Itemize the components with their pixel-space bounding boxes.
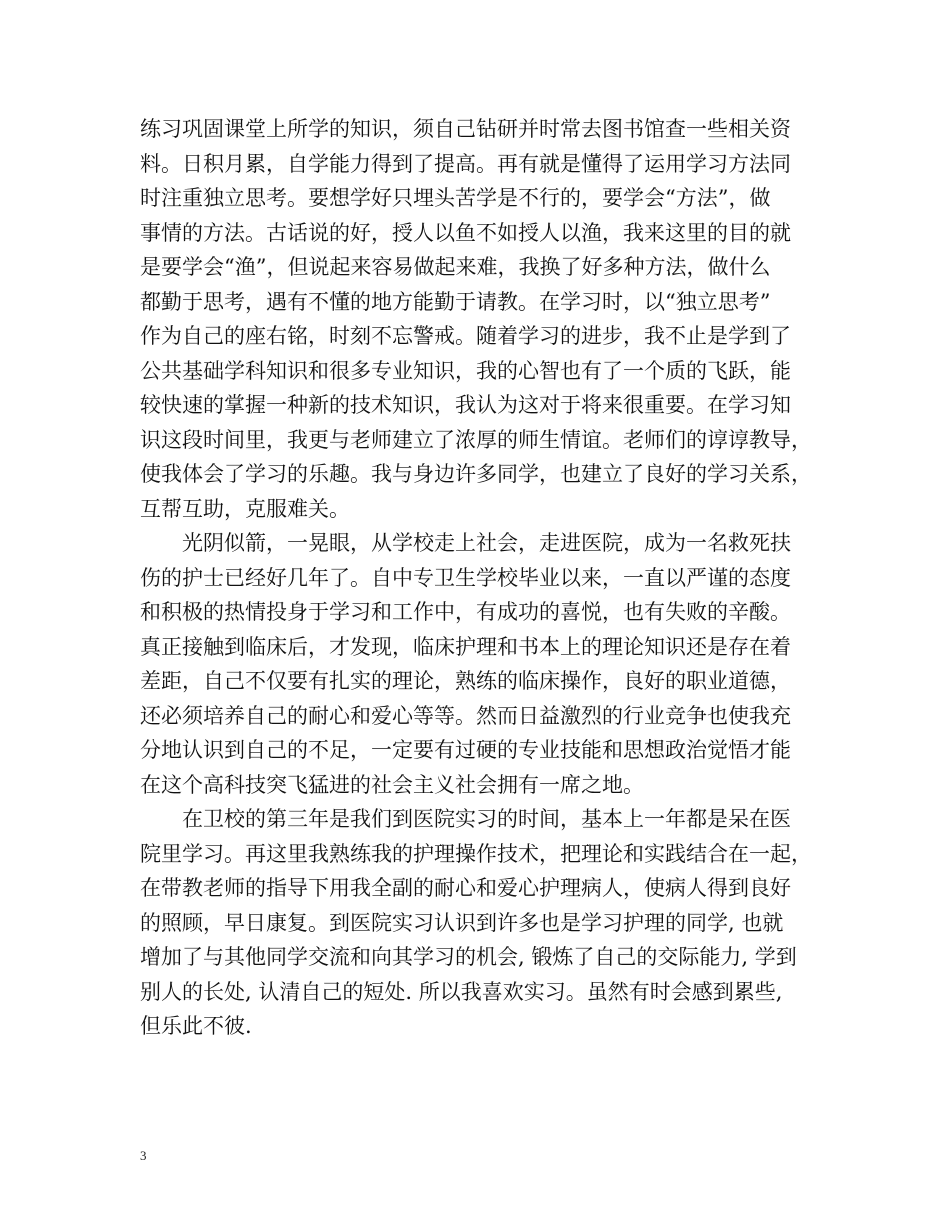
text-line: 使我体会了学习的乐趣。我与身边许多同学，也建立了良好的学习关系，: [140, 462, 812, 486]
text-line: 分地认识到自己的不足，一定要有过硬的专业技能和思想政治觉悟才能: [140, 738, 791, 762]
text-line: 的照顾，早日康复。到医院实习认识到许多也是学习护理的同学, 也就: [140, 910, 784, 935]
body-text: [140, 112, 820, 1044]
text-line: 和积极的热情投身于学习和工作中，有成功的喜悦，也有失败的辛酸。: [140, 600, 791, 624]
text-line: 在卫校的第三年是我们到医院实习的时间，基本上一年都是呆在医: [140, 807, 791, 831]
text-line: 但乐此不彼.: [140, 1014, 252, 1038]
text-line: 伤的护士已经好几年了。自中专卫生学校毕业以来，一直以严谨的态度: [140, 565, 791, 590]
page-number: 3: [140, 1148, 147, 1163]
text-line: 差距，自己不仅要有扎实的理论，熟练的临床操作，良好的职业道德，: [140, 669, 791, 693]
text-line: 练习巩固课堂上所学的知识，须自己钻研并时常去图书馆查一些相关资: [140, 117, 791, 141]
text-line: 光阴似箭，一晃眼，从学校走上社会，走进医院，成为一名救死扶: [140, 531, 791, 555]
text-line: 作为自己的座右铭，时刻不忘警戒。随着学习的进步，我不止是学到了: [140, 324, 791, 348]
text-line: 公共基础学科知识和很多专业知识，我的心智也有了一个质的飞跃，能: [140, 358, 791, 383]
text-line: 在这个高科技突飞猛进的社会主义社会拥有一席之地。: [140, 772, 644, 797]
text-line: 还必须培养自己的耐心和爱心等等。然而日益激烈的行业竞争也使我充: [140, 703, 791, 728]
text-line: 时注重独立思考。要想学好只埋头苦学是不行的，要学会“方法”，做: [140, 186, 771, 210]
text-line: 真正接触到临床后，才发现，临床护理和书本上的理论知识还是存在着: [140, 634, 791, 659]
text-line: 在带教老师的指导下用我全副的耐心和爱心护理病人，使病人得到良好: [140, 876, 791, 900]
text-line: 别人的长处, 认清自己的短处. 所以我喜欢实习。虽然有时会感到累些,: [140, 979, 783, 1004]
text-line: 都勤于思考，遇有不懂的地方能勤于请教。在学习时，以“独立思考”: [140, 289, 771, 314]
text-line: 互帮互助，克服难关。: [140, 496, 350, 521]
text-line: 识这段时间里，我更与老师建立了浓厚的师生情谊。老师们的谆谆教导，: [140, 427, 812, 452]
text-line: 较快速的掌握一种新的技术知识，我认为这对于将来很重要。在学习知: [140, 393, 791, 417]
text-line: 增加了与其他同学交流和向其学习的机会, 锻炼了自己的交际能力, 学到: [140, 945, 797, 969]
text-line: 事情的方法。古话说的好，授人以鱼不如授人以渔，我来这里的目的就: [140, 220, 791, 245]
text-line: 是要学会“渔”，但说起来容易做起来难，我换了好多种方法，做什么: [140, 255, 771, 279]
text-line: 料。日积月累，自学能力得到了提高。再有就是懂得了运用学习方法同: [140, 151, 791, 176]
text-line: 院里学习。再这里我熟练我的护理操作技术，把理论和实践结合在一起，: [140, 841, 812, 866]
